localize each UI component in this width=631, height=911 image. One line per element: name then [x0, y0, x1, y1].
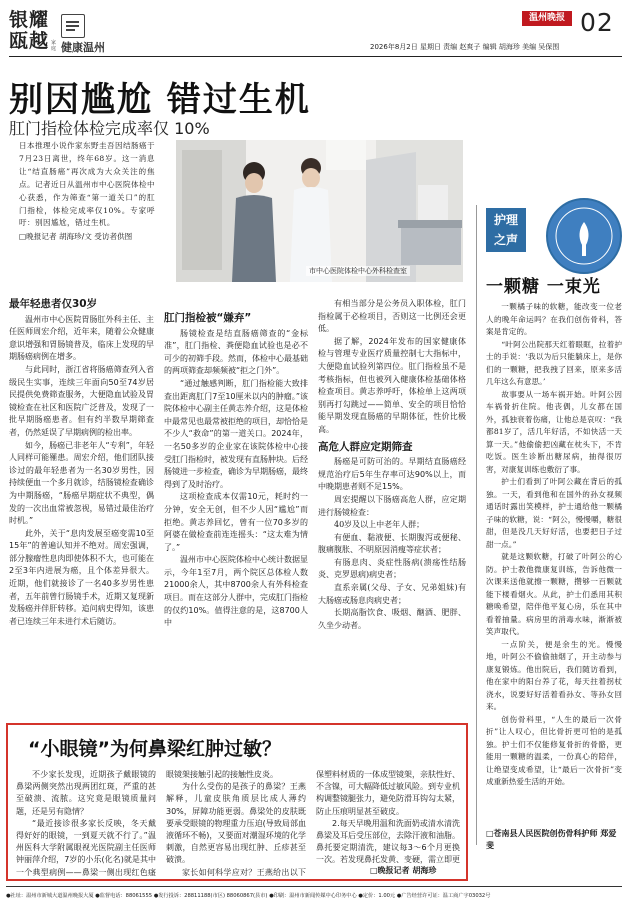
page-number: 02 [580, 8, 614, 37]
subheadline: 肛门指检体检完成率仅 10% [9, 119, 210, 138]
brand-bottom: 瓯越 [9, 30, 50, 52]
sidebar-title: 一颗糖 一束光 [486, 277, 601, 297]
risk-item: 有便血、黏液便、长期腹泻或便秘、腹痛腹胀、不明原因消瘦等症状者； [318, 532, 466, 555]
body-paragraph: 温州市中心医院胃肠肛外科主任、主任医师周宏介绍，近年来，随着公众健康意识增强和胃肠镜普及，临床上发现的早期肠癌病例在增多。 [9, 314, 154, 362]
body-paragraph: 为什么受伤的是孩子的鼻梁？王燕解释，儿童皮肤角质层比成人薄约30%，屏障功能更弱。鼻梁处的皮肤既要承受眼镜的物理重力压迫(导致局部血液循环不畅)，又要面对潮湿环境的化学刺激，自然更容易出现红肿、丘疹甚至破溃。 [166, 782, 306, 865]
photo-caption: 市中心医院体检中心外科检查室 [306, 266, 410, 276]
body-paragraph: 这项检查成本仅需10元，耗时约一分钟，安全无创，但不少人因“尴尬”而拒绝。黄志养回忆，曾有一位70多岁的阿婆在做检查前连连摇头：“这太难为情了。” [164, 492, 308, 552]
body-paragraph: 肠镜检查是结直肠癌筛查的“金标准”，肛门指检、粪便隐血试验也是必不可少的初筛手段。然而，体检中心最基础的两项筛查却频频被“拒之门外”。 [164, 328, 308, 376]
footer-rule [6, 886, 622, 887]
body-paragraph: 如今，肠癌已非老年人“专利”，年轻人同样可能罹患。周宏介绍，他们团队接诊过的最年轻患者为一名30岁男性，因持续便血一个多月就诊，结肠镜检查确诊为中期肠癌，“肠癌早期症状不典型，偶发的一次出血常被忽视，易错过最佳治疗时机。” [9, 440, 154, 526]
subhead-finger-exam: 肛门指检被“嫌弃” [164, 312, 252, 324]
sidebar-paragraph: 故事要从一场车祸开始。叶阿公因车祸骨折住院。他丧偶，儿女都在国外，孤独衰着伤痛，让他总是哀叹：“我都81岁了，活几年好活，不如快活一天算一天。”他偷偷把凶藏在枕头下，不肯吃饭。医生诊断出糖尿病，抽得很厉害，对康复训练也敷衍了事。 [486, 389, 622, 474]
subhead-high-risk: 高危人群应定期筛查 [318, 440, 413, 453]
brand-top: 银耀 [9, 9, 50, 31]
body-paragraph: 周宏提醒以下肠癌高危人群，应定期进行肠镜检查： [318, 494, 466, 517]
sidebar-paragraph: 就是这颗软糖，打破了叶阿公的心防。护士教他微康复训练，告诉他微一次课来送他就擦一颗糖，攒够一百颗就能下楼看烟火。从此，护士们悉用其积糖唤希望，陪伴他平复心房，乐在其中看着抽量。病房里的消毒水味，渐渐被笑声取代。 [486, 552, 622, 636]
body-paragraph: 保塑料材质的一体成型镜架，亲肤性好、不含镍，可大幅降低过敏风险。到专业机构调整镜腿张力，避免防滑耳钩勾太紧，防止压痕明显甚至破皮。 [316, 770, 460, 816]
lead-box [19, 140, 155, 243]
sidebar-paragraph: 一颗橘子味的软糖，能改变一位老人的晚年命运吗？在我们创伤骨科，答案是肯定的。 [486, 302, 622, 336]
paper-name: 温州晚报 [522, 11, 572, 26]
body-paragraph: 温州市中心医院体检中心统计数据显示，今年1至7月，两个院区总体检人数21000余人，其中8700余人有外科检查项目。而在这部分人群中，完成肛门指检的仅约10%。值得注意的是，这8700人中 [164, 555, 308, 628]
sidebar-divider [476, 205, 477, 845]
subhead-youngest: 最年轻患者仅30岁 [9, 298, 98, 310]
risk-item: 40岁及以上中老年人群； [334, 520, 425, 530]
risk-item: 直系亲属(父母、子女、兄弟姐妹)有大肠癌或肠息肉病史者； [318, 583, 466, 605]
body-paragraph: 不少家长发现，近期孩子戴眼镜的鼻梁两侧突然出现两团红斑，严重的甚至破溃、流脓。这究竟是眼镜质量问题，还是另有隐情？ [16, 770, 156, 816]
article2-credit: □晚报记者 胡海珍 [370, 866, 437, 875]
body-paragraph: 眼镜架接触引起的接触性皮炎。 [166, 770, 278, 779]
risk-item: 长期高脂饮食、吸烟、酗酒、肥胖、久坐少动者。 [318, 608, 466, 630]
sidebar-paragraph: 创伤骨科里，“人生的最后一次骨折”让人叹心，但比骨折更可怕的是孤独。护士们不仅能修复骨折的骨骼，更能用一颗糖的温柔，一份真心的陪伴，让绝望变成希望，让“最后一次骨折”变成重新热爱生活的开始。 [486, 714, 622, 786]
notebook-icon [61, 14, 85, 38]
article2-box [6, 723, 468, 881]
section-name: 健康温州 [61, 41, 105, 54]
lead-credit: □晚报记者 胡海珍/文 受访者供图 [19, 232, 133, 242]
sidebar-badge-text: 护理之声 [493, 213, 518, 247]
body-col-3 [318, 298, 466, 716]
footer-info: ●社址：温州市新城大道温州晚报大厦 ●监督电话：88061555 ●发行投诉：28811188(市区) 88060867(县市) ●印刷：温州市新闻传媒中心印务中心 ●定价：1.00元 ●广告经营许可证：温工商广字03032号 [6, 893, 491, 899]
dateline: 2026年8月2日 星期日 责编 赵爽子 编辑 胡海珍 美编 吴保围 [370, 43, 560, 51]
nursing-emblem-icon [546, 198, 622, 274]
masthead-rule [9, 56, 622, 57]
sidebar-body [486, 301, 622, 811]
body-paragraph: “通过触感判断，肛门指检能大致排查出距离肛门7至10厘米以内的肿瘤。”该院体检中心副主任黄志养介绍，这是体检中最常见也最常被拒绝的项目，却恰恰是不少人“救命”的第一道关口。2024年，一名50多岁的企业家在该院体检中心接受肛门指检时，被发现有直肠肿块。后经肠镜进一步检查，确诊为早期肠癌，最终得到了及时治疗。 [164, 378, 308, 489]
body-paragraph: 肠癌是可防可治的。早期结直肠癌经规范治疗后5年生存率可达90%以上，而中晚期患者则不足15%。 [318, 457, 466, 492]
body-paragraph: 有相当部分是公务员入职体检，肛门指检属于必检项目，否则这一比例还会更低。 [318, 299, 466, 334]
article2-col-1 [16, 769, 156, 879]
body-col-2 [164, 298, 308, 716]
sidebar-paragraph: “叶阿公出院那天红着眼眶，拉着护士的手说：‘我以为后只能躺床上，是你们的一颗糖，把我拽了回来，原来多活几年这么有意思。’ [486, 339, 622, 386]
body-paragraph: 此外，关于“息肉发展至癌变需10至15年”的普遍认知并不绝对。周宏强调，部分腺瘤性息肉即使体积不大，也可能在2至3年内进展为癌，且个体差异很大。近期，他们就接诊了一名40多岁男性患者，五年前曾行肠镜手术，近期又复现新发肠癌并伴肝转移。追问病史得知，该患者已连续三年未进行术后随访。 [9, 528, 154, 626]
brand-small: 家庭 [51, 40, 57, 52]
body-paragraph: 家长如何科学应对？王燕给出以下 [182, 867, 306, 877]
masthead [0, 0, 631, 68]
sidebar-paragraph: 护士们看到了叶阿公藏在背后的孤独。一天，看到他和在国外的孙女视频通话时露出笑模样，护士通给他一颗橘子味的软糖，说：“阿公，慢慢嚼，糖很甜，但是没几天好好活，也要把日子过甜一点。” [486, 477, 622, 549]
sidebar-paragraph: 一点阶关，便是余生的光。慢慢地，叶阿公不偷偷抽烟了，开主动参与康复锻炼。他出院后，我们随访看到，他在家中的阳台养了花，每天拄着拐杖浇水，说要好好活着看孙女、等孙女回来。 [486, 639, 622, 711]
body-paragraph: “最近接诊很多家长反映，冬天戴得好好的眼镜，一到夏天就不行了。”温州医科大学附属眼视光医院副主任医师钟丽萍介绍，7岁的小乐(化名)就是其中一个典型病例——鼻梁一侧出现红色瘙 [16, 818, 156, 877]
risk-item: 有肠息肉、炎症性肠病(溃疡性结肠炎、克罗恩病)病史者； [318, 557, 466, 580]
clinic-room-illustration [176, 140, 463, 282]
body-paragraph: 与此同时，浙江省将肠癌筛查列入省级民生实事，连续三年面向50至74岁居民提供免费筛查服务，大便隐血试验及胃镜检查在社区和医院广泛普及，发现了一批早期肠癌患者。但有约半数早期筛查者，仍然延误了早期病例的检出率。 [9, 364, 154, 437]
article2-title: “小眼镜”为何鼻梁红肿过敏？ [28, 738, 281, 760]
body-paragraph: 据了解，2024年发布的国家健康体检与管理专业医疗质量控制七大指标中，大便隐血试验列第四位。肛门指检虽不是考核指标，但也被列入健康体检基础体格检查项目。黄志养呼吁，体检单上这两项别再打勾跳过——简单、安全的项目恰恰能早期发现直肠癌的早期体征，性价比极高。 [318, 336, 466, 434]
sidebar-credit: □苍南县人民医院创伤骨科护师 郑爱斐 [486, 829, 617, 850]
article-photo [176, 140, 463, 282]
lead-text: 日本推理小说作家东野圭吾因结肠癌于7月23日离世，终年68岁。这一消息让“结直肠癌”再次成为大众关注的焦点。记者近日从温州市中心医院体检中心获悉，作为筛查“第一道关口”的肛门指检，体检完成率仅10%。专家呼吁：别因尴尬，错过生机。 [19, 141, 155, 228]
headline: 别因尴尬 错过生机 [9, 80, 311, 120]
article2-col-2 [166, 769, 306, 879]
article2-col-3 [316, 769, 460, 867]
brand-logo [9, 10, 69, 52]
body-col-1 [9, 298, 154, 716]
body-paragraph: 2.每天早晚用温和洗面奶或清水清洗鼻梁及耳后受压部位，去除汗液和油脂。鼻托要定期清洗，建议每3～6个月更换一次。若发现鼻托发黄、变硬，需立即更 [316, 818, 460, 865]
